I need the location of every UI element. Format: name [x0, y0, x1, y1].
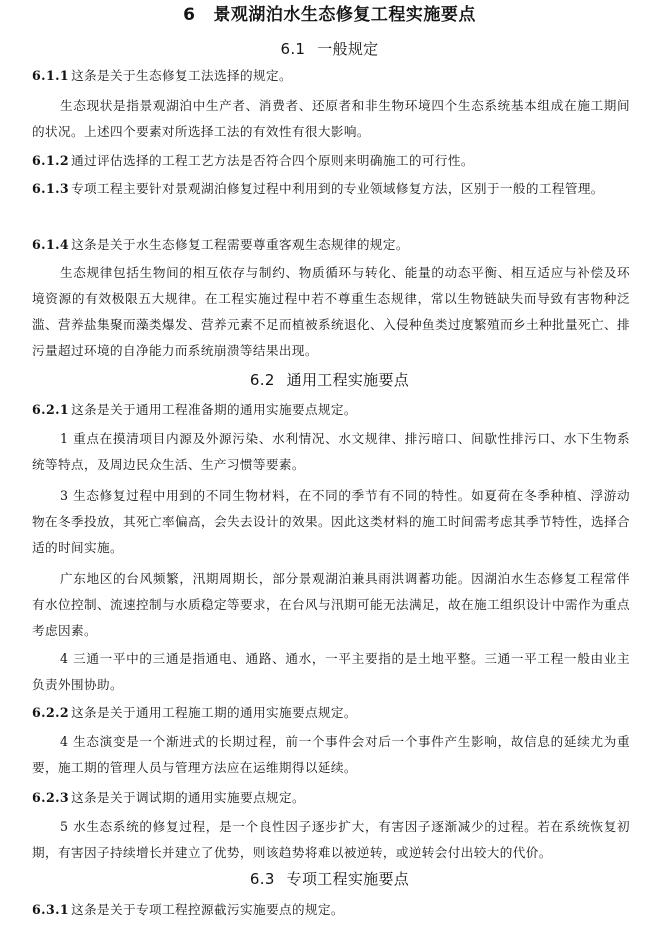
section-heading-6-1 — [0, 37, 659, 61]
section-title-text: 通用工程实施要点 — [286, 371, 410, 389]
clause-paragraph — [32, 176, 630, 202]
list-item-paragraph — [32, 814, 630, 866]
section-number: 6.1 — [280, 40, 306, 58]
paragraph-text: 生态现状是指景观湖泊中生产者、消费者、还原者和非生物环境四个生态系统基本组成在施工期间的状况。上述四个要素对所选择工法的有效性有很大影响。 — [32, 98, 630, 139]
clause-paragraph — [32, 63, 630, 89]
section-number: 6.2 — [249, 371, 275, 389]
paragraph-text: 这条是关于水生态修复工程需要尊重客观生态规律的规定。 — [71, 237, 409, 252]
clause-paragraph — [32, 700, 630, 726]
clause-number: 6.1.3 — [32, 181, 70, 196]
clause-number: 6.2.2 — [32, 705, 70, 720]
paragraph-text: 这条是关于生态修复工法选择的规定。 — [71, 68, 292, 83]
list-item-paragraph — [32, 646, 630, 698]
paragraph-text: 这条是关于调试期的通用实施要点规定。 — [71, 790, 305, 805]
paragraph-text: 专项工程主要针对景观湖泊修复过程中利用到的专业领域修复方法，区别于一般的工程管理。 — [71, 181, 604, 196]
section-title-text: 一般规定 — [317, 40, 379, 58]
paragraph-text: 1 重点在摸清项目内源及外源污染、水利情况、水文规律、排污暗口、间歇性排污口、水下生物系统等特点，及周边民众生活、生产习惯等要素。 — [32, 431, 630, 472]
body-paragraph — [32, 93, 630, 145]
section-heading-6-3 — [0, 867, 659, 891]
clause-paragraph — [32, 397, 630, 423]
clause-paragraph — [32, 148, 630, 174]
clause-number: 6.1.1 — [32, 68, 70, 83]
clause-paragraph — [32, 232, 630, 258]
paragraph-text: 这条是关于专项工程控源截污实施要点的规定。 — [71, 902, 344, 917]
clause-number: 6.1.4 — [32, 237, 70, 252]
clause-paragraph — [32, 785, 630, 811]
list-item-paragraph — [32, 426, 630, 478]
body-paragraph — [32, 566, 630, 644]
chapter-title-text: 景观湖泊水生态修复工程实施要点 — [213, 5, 476, 25]
section-title-text: 专项工程实施要点 — [286, 870, 410, 888]
paragraph-text: 通过评估选择的工程工艺方法是否符合四个原则来明确施工的可行性。 — [71, 153, 474, 168]
section-heading-6-2 — [0, 368, 659, 392]
paragraph-text: 5 水生态系统的修复过程，是一个良性因子逐步扩大，有害因子逐渐减少的过程。若在系统恢复初期，有害因子持续增长并建立了优势，则该趋势将难以被逆转，或逆转会付出较大的代价。 — [32, 819, 630, 860]
clause-number: 6.1.2 — [32, 153, 70, 168]
chapter-title — [0, 2, 659, 28]
paragraph-text: 这条是关于通用工程施工期的通用实施要点规定。 — [71, 705, 357, 720]
paragraph-text: 3 生态修复过程中用到的不同生物材料，在不同的季节有不同的特性。如夏荷在冬季种植、浮游动物在冬季投放，其死亡率偏高，会失去设计的效果。因此这类材料的施工时间需考虑其季节特性，选择合适的时间实施。 — [32, 488, 630, 555]
section-number: 6.3 — [249, 870, 275, 888]
paragraph-text: 这条是关于通用工程准备期的通用实施要点规定。 — [71, 402, 357, 417]
paragraph-text: 生态规律包括生物间的相互依存与制约、物质循环与转化、能量的动态平衡、相互适应与补偿及环境资源的有效极限五大规律。在工程实施过程中若不尊重生态规律，常以生物链缺失而导致有害物种泛滥、营养盐集聚而藻类爆发、营养元素不足而植被系统退化、入侵种鱼类过度繁殖而乡土种批量死亡、排污量超过环境的自净能力而系统崩溃等结果出现。 — [32, 265, 630, 358]
chapter-number: 6 — [183, 5, 196, 25]
clause-number: 6.3.1 — [32, 902, 70, 917]
list-item-paragraph — [32, 729, 630, 781]
paragraph-text: 4 三通一平中的三通是指通电、通路、通水，一平主要指的是土地平整。三通一平工程一般由业主负责外围协助。 — [32, 651, 630, 692]
clause-number: 6.2.3 — [32, 790, 70, 805]
clause-number: 6.2.1 — [32, 402, 70, 417]
paragraph-text: 4 生态演变是一个渐进式的长期过程，前一个事件会对后一个事件产生影响，故信息的延续尤为重要，施工期的管理人员与管理方法应在运维期得以延续。 — [32, 734, 630, 775]
list-item-paragraph — [32, 483, 630, 561]
body-paragraph — [32, 260, 630, 364]
clause-paragraph — [32, 897, 630, 923]
paragraph-text: 广东地区的台风频繁，汛期周期长，部分景观湖泊兼具雨洪调蓄功能。因湖泊水生态修复工程常伴有水位控制、流速控制与水质稳定等要求，在台风与汛期可能无法满足，故在施工组织设计中需作为重点考虑因素。 — [32, 571, 630, 638]
